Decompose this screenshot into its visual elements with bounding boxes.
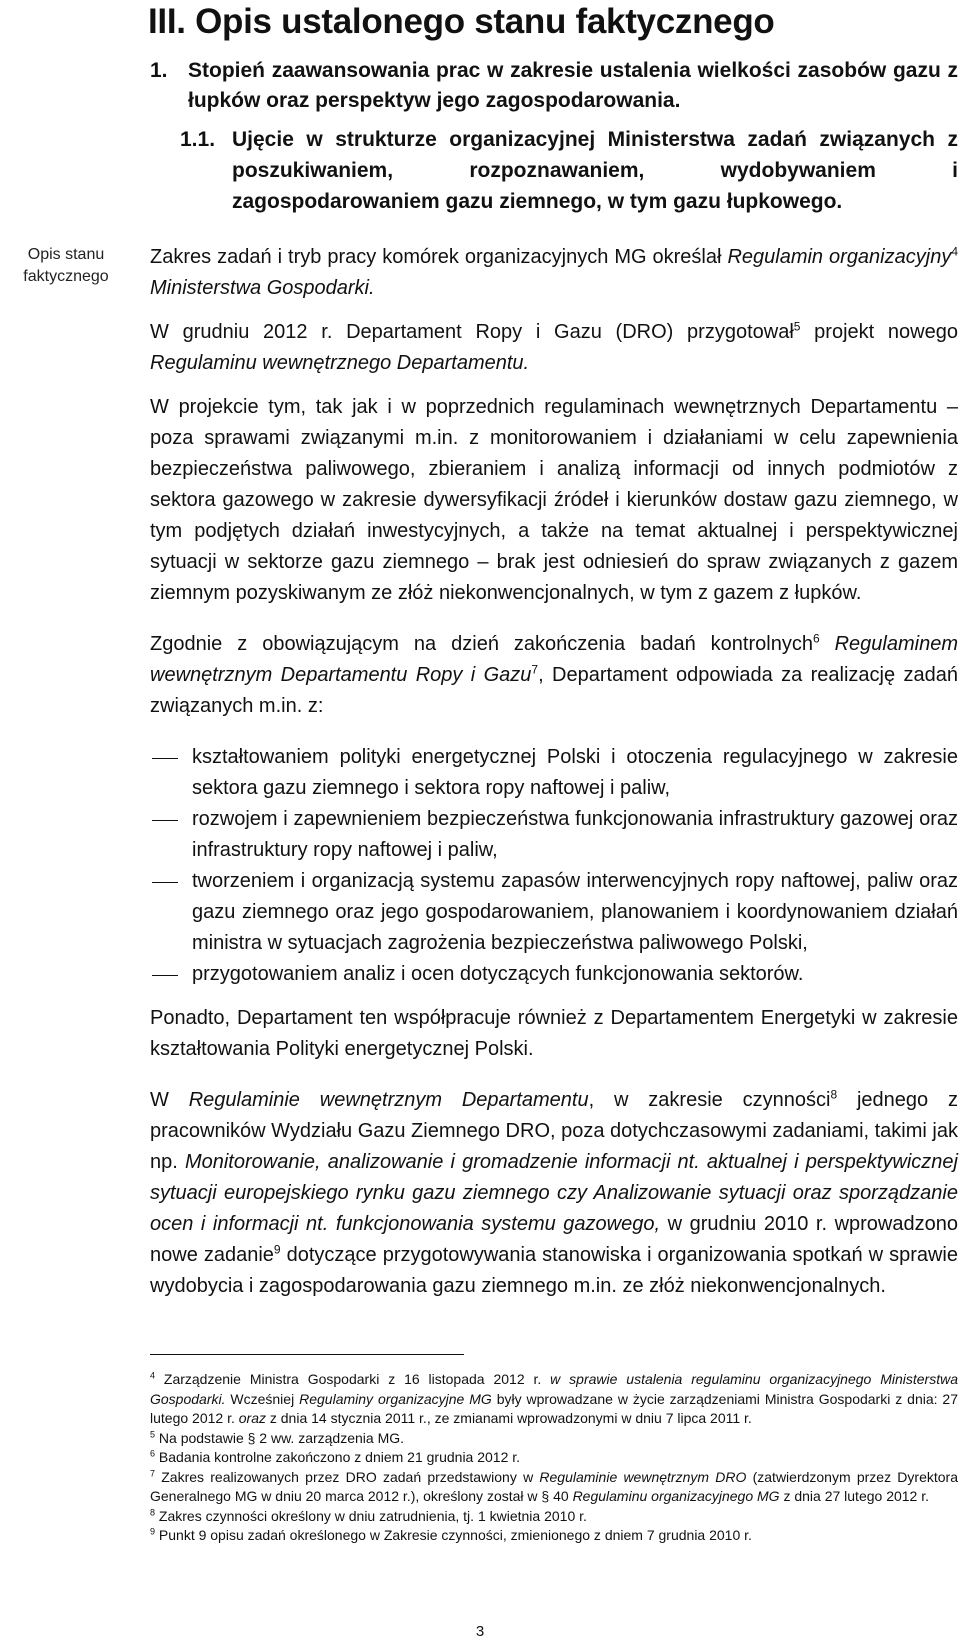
text-run-italic: Monitorowanie, analizowanie i gromadzenie informacji nt. aktualnej i perspektywicznej sytuacji europejskiego rynku gazu ziemnego czy Analizowanie sytuacji oraz sporządzanie ocen i informacji nt. funkcjonowania systemu gazowego, <box>150 1151 959 1235</box>
text-run-italic: Regulaminem wewnętrznym Departamentu Ropy i Gazu <box>150 633 959 686</box>
text-run-italic: Regulaminu wewnętrznego Departamentu. <box>150 352 530 374</box>
text-run: Zgodnie z obowiązującym na dzień zakończenia badań kontrolnych <box>150 633 813 655</box>
chapter-heading: III. Opis ustalonego stanu faktycznego <box>148 2 775 41</box>
task-list <box>150 742 958 990</box>
list-item <box>150 742 958 804</box>
footnote-number: 7 <box>150 1467 156 1478</box>
text-run: , w zakresie czynności <box>588 1089 831 1111</box>
subsection-heading <box>180 124 958 217</box>
dash-bullet <box>152 820 178 821</box>
section-number: 1. <box>150 59 168 82</box>
list-item-text: tworzeniem i organizacją systemu zapasów interwencyjnych ropy naftowej, paliw oraz gazu ziemnego oraz jego gospodarowaniem, planowaniem i koordynowaniem działań ministra w sytuacjach zagrożenia bezpieczeństwa paliwowego Polski, <box>192 870 958 954</box>
text-run-italic: Regulaminy organizacyjne MG <box>299 1390 492 1407</box>
dash-bullet <box>152 758 178 759</box>
paragraph-projekcie: W projekcie tym, tak jak i w poprzednich regulaminach wewnętrznych Departamentu – poza sprawami związanymi m.in. z monitorowaniem i działaniami w celu zapewnienia bezpieczeństwa paliwowego, zbieraniem i analizą informacji od innych podmiotów z sektora gazowego w zakresie dywersyfikacji źródeł i kierunków dostaw gazu ziemnego, w tym podjętych działań inwestycyjnych, a także na temat aktualnej i perspektywicznej sytuacji w sektorze gazu ziemnego – brak jest odniesień do spraw związanych z gazem ziemnym pozyskiwanym ze złóż niekonwencjonalnych, w tym z gazem z łupków. <box>150 396 958 604</box>
text-run: jednego z pracowników Wydziału Gazu Ziemnego DRO, poza dotychczasowymi zadaniami, takimi jak np. <box>150 1089 959 1173</box>
text-run-italic: Regulaminu organizacyjnego MG <box>572 1488 780 1504</box>
footnote-separator <box>150 1354 464 1355</box>
text-run-italic: Ministerstwa Gospodarki. <box>150 277 375 299</box>
section-heading <box>150 56 958 116</box>
footnote-5 <box>150 1429 958 1449</box>
text-run-italic: Regulaminie wewnętrznym DRO <box>539 1468 747 1485</box>
paragraph-regulaminie <box>150 1085 958 1302</box>
text-run: dotyczące przygotowywania stanowiska i organizowania spotkań w sprawie wydobycia i zagospodarowania gazu ziemnego m.in. ze złóż niekonwencjonalnych. <box>150 1244 959 1297</box>
paragraph-zgodnie <box>150 629 958 722</box>
text-run-italic: oraz <box>238 1410 266 1426</box>
footnote-ref-5[interactable]: 5 <box>793 319 801 334</box>
footnote-4 <box>150 1370 958 1429</box>
list-item-text: kształtowaniem polityki energetycznej Polski i otoczenia regulacyjnego w zakresie sektora gazu ziemnego i sektora ropy naftowej i paliw, <box>192 746 958 799</box>
footnote-number: 8 <box>150 1506 156 1517</box>
text-run: projekt nowego <box>800 321 958 343</box>
page-number: 3 <box>475 1623 485 1640</box>
footnote-ref-8[interactable]: 8 <box>830 1087 838 1102</box>
subsection-title: Ujęcie w strukturze organizacyjnej Ministerstwa zadań związanych z poszukiwaniem, rozpoznawaniem, wydobywaniem i zagospodarowaniem gazu ziemnego, w tym gazu łupkowego. <box>232 128 958 213</box>
text-run: Badania kontrolne zakończono z dniem 21 grudnia 2012 r. <box>155 1449 521 1465</box>
footnote-number: 6 <box>150 1448 156 1459</box>
footnote-ref-9[interactable]: 9 <box>273 1242 281 1257</box>
list-item <box>150 959 958 990</box>
list-item-text: rozwojem i zapewnieniem bezpieczeństwa funkcjonowania infrastruktury gazowej oraz infrastruktury ropy naftowej i paliw, <box>192 808 958 861</box>
footnote-6 <box>150 1448 958 1468</box>
text-run: Punkt 9 opisu zadań określonego w Zakresie czynności, zmienionego z dniem 7 grudnia 2010 r. <box>155 1527 752 1543</box>
body-text <box>150 242 958 1315</box>
text-run: Wcześniej <box>225 1390 300 1407</box>
text-run: były wprowadzane w życie zarządzeniami Ministra Gospodarki z dnia: 27 lutego 2012 r. <box>150 1390 958 1426</box>
paragraph-regulamin <box>150 242 958 304</box>
footnote-number: 5 <box>150 1428 156 1439</box>
text-run-italic: Regulamin organizacyjny <box>727 246 952 268</box>
footnotes <box>150 1370 958 1546</box>
text-run-italic: w sprawie ustalenia regulaminu organizacyjnego Ministerstwa Gospodarki. <box>150 1371 959 1407</box>
subsection-number: 1.1. <box>180 128 216 151</box>
text-run: Zarządzenie Ministra Gospodarki z 16 listopada 2012 r. <box>155 1371 551 1387</box>
text-run: W <box>150 1089 189 1111</box>
dash-bullet <box>152 975 178 976</box>
paragraph-projekt <box>150 317 958 379</box>
footnote-9 <box>150 1526 958 1546</box>
footnote-number: 4 <box>150 1370 156 1381</box>
footnote-ref-7[interactable]: 7 <box>531 662 539 677</box>
text-run: Zakres realizowanych przez DRO zadań przedstawiony w <box>155 1468 540 1485</box>
text-run: W grudniu 2012 r. Departament Ropy i Gazu (DRO) przygotował <box>150 321 794 343</box>
footnote-ref-4[interactable]: 4 <box>951 244 959 259</box>
text-run-italic: Regulaminie wewnętrznym Departamentu <box>188 1089 589 1111</box>
text-run: z dnia 27 lutego 2012 r. <box>779 1488 930 1504</box>
footnote-7 <box>150 1468 958 1507</box>
footnote-8 <box>150 1507 958 1527</box>
dash-bullet <box>152 882 178 883</box>
footnote-ref-6[interactable]: 6 <box>812 631 820 646</box>
section-title: Stopień zaawansowania prac w zakresie ustalenia wielkości zasobów gazu z łupków oraz perspektyw jego zagospodarowania. <box>188 59 958 112</box>
text-run: z dnia 14 stycznia 2011 r., ze zmianami wprowadzonymi w dniu 7 lipca 2011 r. <box>265 1410 752 1426</box>
text-run: (zatwierdzonym przez Dyrektora Generalnego MG w dniu 20 marca 2012 r.), określony został w § 40 <box>150 1468 958 1504</box>
list-item-text: przygotowaniem analiz i ocen dotyczących funkcjonowania sektorów. <box>192 963 804 985</box>
paragraph-ponadto: Ponadto, Departament ten współpracuje również z Departamentem Energetyki w zakresie kształtowania Polityki energetycznej Polski. <box>150 1007 958 1060</box>
text-run: w grudniu 2010 r. wprowadzono nowe zadanie <box>150 1213 958 1266</box>
text-run: Zakres zadań i tryb pracy komórek organizacyjnych MG określał <box>150 246 728 268</box>
text-run: Na podstawie § 2 ww. zarządzenia MG. <box>155 1429 405 1446</box>
footnote-number: 9 <box>150 1526 156 1537</box>
list-item <box>150 804 958 866</box>
list-item <box>150 866 958 959</box>
text-run: , Departament odpowiada za realizację zadań związanych m.in. z: <box>150 664 958 717</box>
text-run: Zakres czynności określony w dniu zatrudnienia, tj. 1 kwietnia 2010 r. <box>155 1507 587 1524</box>
margin-note: Opis stanu faktycznego <box>23 246 109 285</box>
